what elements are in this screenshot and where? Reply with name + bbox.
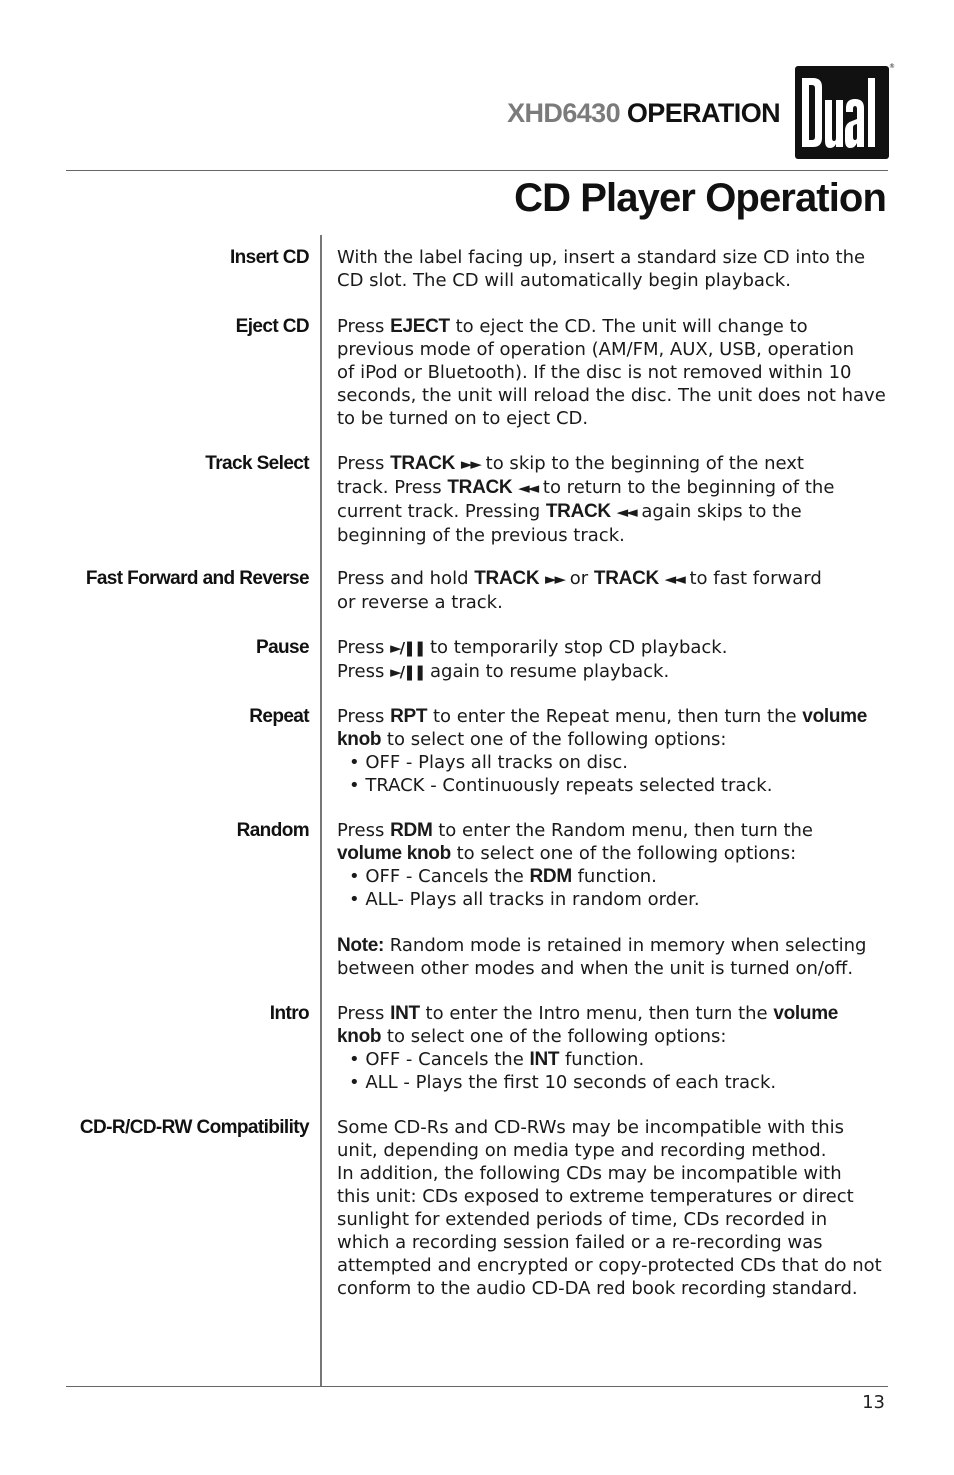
key-rdm: RDM <box>390 820 433 841</box>
text-line: seconds, the unit will reload the disc. The unit does not have <box>337 385 886 406</box>
desc-cdr-compatibility <box>337 1116 889 1300</box>
text-line <box>337 660 889 684</box>
text-fragment: • OFF - Cancels the <box>349 1049 530 1070</box>
text-line: conform to the audio CD-DA red book recording standard. <box>337 1278 858 1299</box>
text-line <box>337 452 889 476</box>
text-line: CD slot. The CD will automatically begin playback. <box>337 270 791 291</box>
list-item: • ALL - Plays the first 10 seconds of each track. <box>349 1072 777 1093</box>
key-track: TRACK <box>390 453 456 474</box>
fast-forward-icon: ►► <box>460 455 480 473</box>
play-pause-icon: ►/❚❚ <box>390 663 425 681</box>
text-fragment: to return to the beginning of the <box>537 477 835 498</box>
text-fragment: or <box>564 568 594 589</box>
desc-fast-forward-reverse <box>337 567 889 614</box>
text-fragment: Press <box>337 1003 391 1024</box>
model-number: XHD6430 <box>507 98 620 128</box>
key-rdm: RDM <box>529 866 572 887</box>
text-line: previous mode of operation (AM/FM, AUX, USB, operation <box>337 339 854 360</box>
list-item: • OFF - Plays all tracks on disc. <box>349 752 629 773</box>
desc-repeat <box>337 705 889 797</box>
text-line: or reverse a track. <box>337 592 503 613</box>
page-title: CD Player Operation <box>514 176 886 220</box>
label-eject-cd: Eject CD <box>235 316 309 337</box>
text-fragment: to select one of the following options: <box>381 1026 727 1047</box>
dual-logo <box>795 66 889 159</box>
note-line: between other modes and when the unit is turned on/off. <box>337 958 854 979</box>
desc-pause <box>337 636 889 684</box>
volume-word: volume <box>802 706 868 727</box>
text-line: Some CD-Rs and CD-RWs may be incompatible with this <box>337 1117 844 1138</box>
header-section: OPERATION <box>626 98 780 128</box>
label-pause: Pause <box>256 637 309 658</box>
text-line: beginning of the previous track. <box>337 525 625 546</box>
text-fragment: Press <box>337 661 391 682</box>
text-fragment: Press <box>337 706 391 727</box>
label-track-select: Track Select <box>205 453 309 474</box>
key-rpt: RPT <box>390 706 428 727</box>
text-fragment: to select one of the following options: <box>450 843 797 864</box>
text-fragment: Random mode is retained in memory when selecting <box>384 935 867 956</box>
text-fragment: current track. Pressing <box>337 501 546 522</box>
desc-random <box>337 819 889 980</box>
text-fragment: to enter the Repeat menu, then turn the <box>427 706 803 727</box>
knob-word: knob <box>337 1026 382 1047</box>
text-line <box>337 842 889 865</box>
text-fragment: Press <box>337 316 391 337</box>
text-fragment: to skip to the beginning of the next <box>479 453 804 474</box>
label-intro: Intro <box>269 1003 309 1024</box>
text-line: this unit: CDs exposed to extreme temperatures or direct <box>337 1186 854 1207</box>
key-int: INT <box>390 1003 420 1024</box>
text-line <box>337 476 889 500</box>
label-insert-cd: Insert CD <box>229 247 309 268</box>
rewind-icon: ◄◄ <box>664 570 684 588</box>
volume-word: volume <box>773 1003 839 1024</box>
dual-logo-letters <box>795 66 889 159</box>
page-header <box>0 0 954 240</box>
text-fragment: function. <box>571 866 657 887</box>
note-label: Note: <box>337 935 385 956</box>
label-repeat: Repeat <box>249 706 309 727</box>
footer-rule <box>66 1386 888 1387</box>
text-fragment: Press <box>337 820 391 841</box>
text-fragment: to enter the Random menu, then turn the <box>432 820 813 841</box>
text-line: attempted and encrypted or copy-protected CDs that do not <box>337 1255 882 1276</box>
text-fragment: again to resume playback. <box>424 661 670 682</box>
text-line: With the label facing up, insert a standard size CD into the <box>337 247 866 268</box>
knob-word: knob <box>337 729 382 750</box>
text-line: to be turned on to eject CD. <box>337 408 589 429</box>
text-fragment: Press <box>337 453 391 474</box>
key-track: TRACK <box>593 568 659 589</box>
text-line <box>337 1025 889 1048</box>
page-number: 13 <box>862 1392 885 1413</box>
header-rule <box>66 170 888 171</box>
text-fragment: to enter the Intro menu, then turn the <box>419 1003 774 1024</box>
text-line <box>337 819 889 842</box>
text-fragment: Press and hold <box>337 568 475 589</box>
desc-intro <box>337 1002 889 1094</box>
text-fragment: to eject the CD. The unit will change to <box>449 316 808 337</box>
desc-track-select <box>337 452 889 547</box>
list-item: • TRACK - Continuously repeats selected track. <box>349 775 773 796</box>
play-pause-icon: ►/❚❚ <box>390 639 425 657</box>
desc-insert-cd <box>337 246 889 292</box>
key-track: TRACK <box>474 568 540 589</box>
text-fragment: track. Press <box>337 477 448 498</box>
text-line <box>337 705 889 728</box>
text-line <box>337 1002 889 1025</box>
text-fragment: Press <box>337 637 391 658</box>
label-cdr-compatibility: CD-R/CD-RW Compatibility <box>79 1117 309 1138</box>
text-line: which a recording session failed or a re-recording was <box>337 1232 823 1253</box>
column-divider <box>320 235 322 1386</box>
volume-knob-words: volume knob <box>337 843 451 864</box>
rewind-icon: ◄◄ <box>518 479 538 497</box>
desc-eject-cd <box>337 315 889 430</box>
spacer <box>337 911 889 934</box>
list-item <box>337 865 889 888</box>
rewind-icon: ◄◄ <box>616 503 636 521</box>
registered-mark: ® <box>889 63 895 70</box>
text-fragment: again skips to the <box>635 501 802 522</box>
text-line: of iPod or Bluetooth). If the disc is not removed within 10 <box>337 362 852 383</box>
text-line: sunlight for extended periods of time, CDs recorded in <box>337 1209 828 1230</box>
text-fragment: function. <box>559 1049 645 1070</box>
fast-forward-icon: ►► <box>544 570 565 588</box>
text-line <box>337 567 889 591</box>
text-fragment: to fast forward <box>683 568 822 589</box>
note-line <box>337 934 889 957</box>
content-area <box>0 235 954 1385</box>
list-item: • ALL- Plays all tracks in random order. <box>349 889 700 910</box>
text-line <box>337 728 889 751</box>
key-eject: EJECT <box>390 316 450 337</box>
key-track: TRACK <box>545 501 611 522</box>
text-line <box>337 315 889 338</box>
text-line: unit, depending on media type and recording method. <box>337 1140 827 1161</box>
text-line <box>337 500 889 524</box>
text-fragment: to select one of the following options: <box>381 729 727 750</box>
label-fast-forward-reverse: Fast Forward and Reverse <box>85 568 309 589</box>
list-item <box>337 1048 889 1071</box>
text-line <box>337 636 889 660</box>
text-fragment: • OFF - Cancels the <box>349 866 530 887</box>
text-line: In addition, the following CDs may be incompatible with <box>337 1163 842 1184</box>
header-model-line <box>507 98 780 128</box>
text-fragment: to temporarily stop CD playback. <box>424 637 728 658</box>
key-int: INT <box>529 1049 560 1070</box>
label-random: Random <box>236 820 309 841</box>
key-track: TRACK <box>447 477 513 498</box>
